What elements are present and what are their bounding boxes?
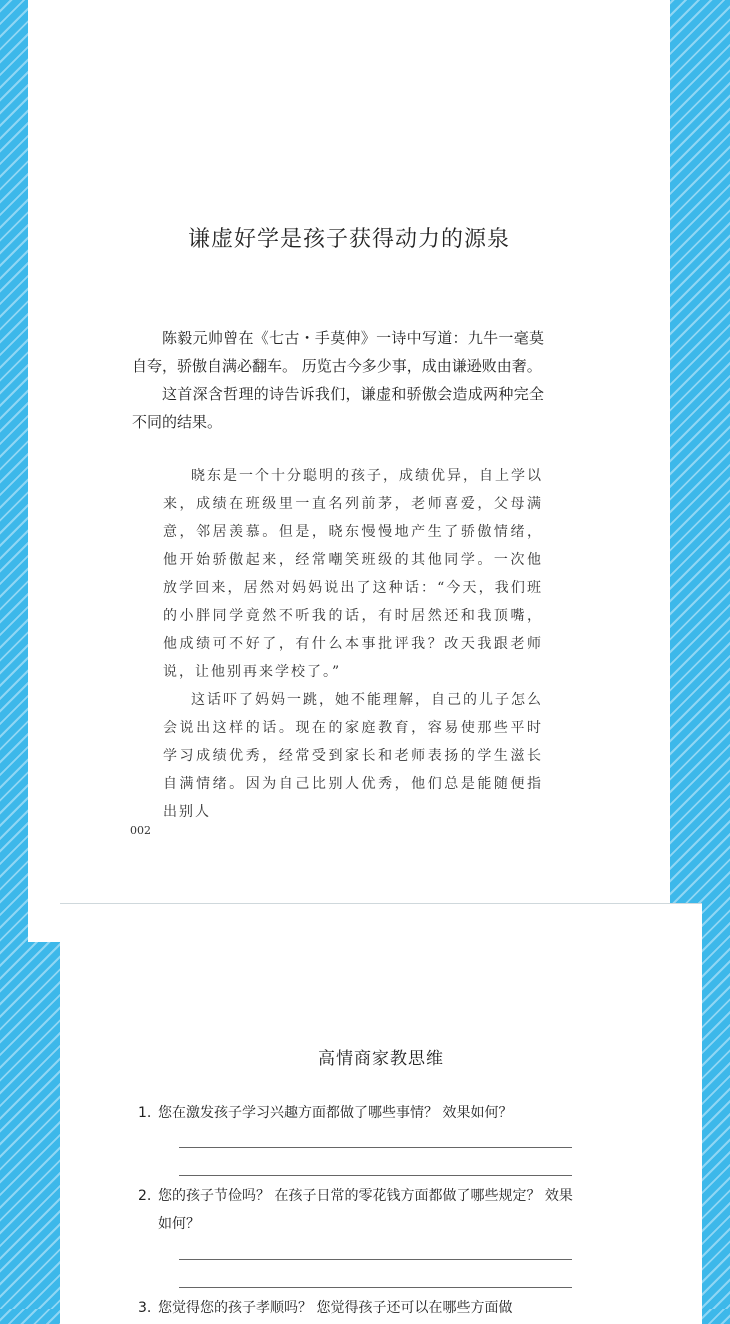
question-item	[138, 1099, 578, 1127]
story-paragraph-1: 晓东是一个十分聪明的孩子，成绩优异，自上学以来，成绩在班级里一直名列前茅，老师喜爱，父母满意，邻居羡慕。但是，晓东慢慢地产生了骄傲情绪，他开始骄傲起来，经常嘲笑班级的其他同学。一次他放学回来，居然对妈妈说出了这种话：“今天，我们班的小胖同学竟然不听我的话，有时居然还和我顶嘴，他成绩可不好了，有什么本事批评我？改天我跟老师说，让他别再来学校了。”	[163, 468, 543, 680]
answer-line[interactable]	[179, 1147, 572, 1148]
answer-line[interactable]	[179, 1287, 572, 1288]
story-paragraph-2: 这话吓了妈妈一跳，她不能理解，自己的儿子怎么会说出这样的话。现在的家庭教育，容易使那些平时学习成绩优秀，经常受到家长和老师表扬的学生滋长自满情绪。因为自己比别人优秀，他们总是能随便指出别人	[163, 692, 543, 820]
book-page-top	[28, 0, 670, 942]
answer-line[interactable]	[179, 1175, 572, 1176]
question-number: 3.	[138, 1300, 152, 1316]
question-number: 1.	[138, 1105, 152, 1121]
worksheet-title: 高情商家教思维	[318, 1049, 444, 1069]
question-text: 您觉得您的孩子孝顺吗？ 您觉得孩子还可以在哪些方面做	[158, 1300, 513, 1316]
book-page-bottom	[60, 903, 702, 1324]
question-item	[138, 1294, 578, 1322]
answer-line[interactable]	[179, 1259, 572, 1260]
question-item	[138, 1182, 578, 1238]
intro-paragraph-1: 陈毅元帅曾在《七古・手莫伸》一诗中写道：九牛一毫莫自夸，骄傲自满必翻车。 历览古今多少事，成由谦逊败由奢。	[132, 329, 544, 375]
page-number: 002	[130, 824, 151, 837]
intro-paragraph-2: 这首深含哲理的诗告诉我们，谦虚和骄傲会造成两种完全不同的结果。	[132, 385, 544, 431]
chapter-title: 谦虚好学是孩子获得动力的源泉	[187, 227, 510, 252]
question-number: 2.	[138, 1188, 152, 1204]
question-text: 您的孩子节俭吗？ 在孩子日常的零花钱方面都做了哪些规定？ 效果如何？	[158, 1188, 573, 1232]
question-text: 您在激发孩子学习兴趣方面都做了哪些事情？ 效果如何？	[158, 1105, 513, 1121]
